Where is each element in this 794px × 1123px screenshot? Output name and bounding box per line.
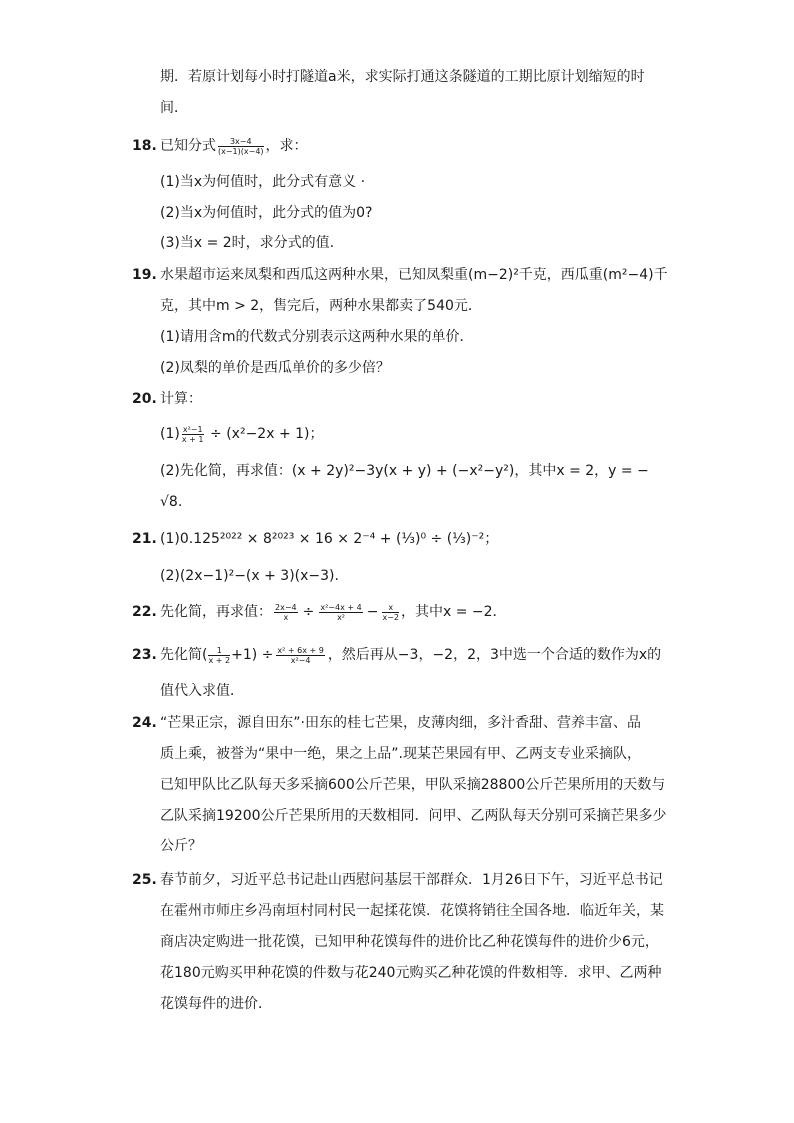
q21-number: 21. xyxy=(132,531,157,547)
q23-f2-num: x² + 6x + 9 xyxy=(277,645,324,655)
q22-f3-num: x xyxy=(382,603,399,613)
q18-frac-num: 3x−4 xyxy=(218,137,264,147)
q22-op-1: ÷ xyxy=(302,604,315,620)
q18-part-2: (2)当x为何值时，此分式的值为0? xyxy=(160,205,373,221)
q18-number: 18. xyxy=(132,138,157,154)
q20-part-1-rest: ÷ (x²−2x + 1)； xyxy=(210,426,324,442)
q18-stem-suffix: ，求： xyxy=(265,138,308,154)
q18-stem-prefix: 已知分式 xyxy=(160,138,216,154)
q25-line-2: 在霍州市师庄乡冯南垣村同村民一起揉花馍．花馍将销往全国各地．临近年关，某 xyxy=(160,903,664,919)
q22-stem-prefix: 先化简，再求值： xyxy=(160,604,272,620)
q19-line-1: 水果超市运来凤梨和西瓜这两种水果，已知凤梨重(m−2)²千克，西瓜重(m²−4)千 xyxy=(160,267,668,283)
q25-number: 25. xyxy=(132,872,157,888)
q23-fraction-2 xyxy=(276,646,324,665)
q22-f2-num: x²−4x + 4 xyxy=(320,602,362,612)
q19-part-1: (1)请用含m的代数式分别表示这两种水果的单价． xyxy=(160,329,474,345)
q22-number: 22. xyxy=(132,604,157,620)
q23-f1-den: x + 2 xyxy=(208,655,231,665)
q20-part-2-line-2: √8. xyxy=(160,494,183,510)
q22-fraction-2 xyxy=(319,603,362,622)
q22-stem xyxy=(160,602,507,622)
q21-part-1: (1)0.125²⁰²² × 8²⁰²³ × 16 × 2⁻⁴ + (⅓)⁰ ÷ (⅓)⁻²； xyxy=(160,531,499,547)
q18-part-3: (3)当x = 2时，求分式的值. xyxy=(160,235,335,251)
q24-line-2: 质上乘，被誉为“果中一绝，果之上品”.现某芒果园有甲、乙两支专业采摘队， xyxy=(160,746,641,762)
q22-fraction-1 xyxy=(274,603,298,622)
q22-op-2: − xyxy=(366,604,379,620)
q18-part-1: (1)当x为何值时，此分式有意义 · xyxy=(160,174,366,190)
q17-line-2: 间． xyxy=(160,100,188,116)
q24-line-1: “芒果正宗，源自田东”·田东的桂七芒果，皮薄肉细，多汁香甜、营养丰富、品 xyxy=(160,715,641,731)
q22-f2-den: x² xyxy=(337,612,346,622)
q23-fraction-1 xyxy=(208,646,230,665)
q23-suffix: ，然后再从−3，−2，2，3中选一个合适的数作为x的 xyxy=(327,647,662,663)
q20-frac-num: x²−1 xyxy=(182,424,203,434)
q18-stem xyxy=(160,136,308,156)
q20-part-1 xyxy=(160,424,324,444)
q23-prefix: 先化简( xyxy=(160,647,208,663)
q25-line-5: 花馍每件的进价． xyxy=(160,996,272,1012)
q20-part-1-fraction xyxy=(182,425,204,444)
q22-stem-suffix: ，其中x = −2． xyxy=(400,604,507,620)
q22-f1-den: x xyxy=(283,612,289,622)
q25-line-4: 花180元购买甲种花馍的件数与花240元购买乙种花馍的件数相等．求甲、乙两种 xyxy=(160,965,662,981)
q20-number: 20. xyxy=(132,391,157,407)
q23-number: 23. xyxy=(132,647,157,663)
q25-line-1: 春节前夕，习近平总书记赴山西慰问基层干部群众．1月26日下午，习近平总书记 xyxy=(160,872,663,888)
q20-part-2-line-1: (2)先化简，再求值：(x + 2y)²−3y(x + y) + (−x²−y²)，其中x = 2，y = − xyxy=(160,463,649,479)
q18-fraction xyxy=(218,137,264,156)
q22-f1-num: 2x−4 xyxy=(275,602,297,612)
q19-line-2: 克，其中m > 2，售完后，两种水果都卖了540元． xyxy=(160,298,482,314)
q17-line-1: 期．若原计划每小时打隧道a米，求实际打通这条隧道的工期比原计划缩短的时 xyxy=(160,69,645,85)
q20-part-1-prefix: (1) xyxy=(160,426,180,442)
q24-line-4: 乙队采摘19200公斤芒果所用的天数相同．问甲、乙两队每天分别可采摘芒果多少 xyxy=(160,808,667,824)
q24-number: 24. xyxy=(132,715,157,731)
q24-line-3: 已知甲队比乙队每天多采摘600公斤芒果，甲队采摘28800公斤芒果所用的天数与 xyxy=(160,777,666,793)
q19-part-2: (2)凤梨的单价是西瓜单价的多少倍？ xyxy=(160,360,390,376)
q23-f1-num: 1 xyxy=(208,646,230,656)
q23-line-1 xyxy=(160,645,661,665)
q18-frac-den: (x−1)(x−4) xyxy=(218,146,264,156)
q25-line-3: 商店决定购进一批花馍，已知甲种花馍每件的进价比乙种花馍每件的进价少6元， xyxy=(160,934,659,950)
q20-stem: 计算： xyxy=(160,391,202,407)
q23-f2-den: x²−4 xyxy=(290,655,311,665)
q22-fraction-3 xyxy=(382,603,399,622)
q24-line-5: 公斤？ xyxy=(160,838,202,854)
q19-number: 19. xyxy=(132,267,157,283)
q20-frac-den: x + 1 xyxy=(181,434,204,444)
q23-line-2: 值代入求值． xyxy=(160,683,244,699)
q21-part-2: (2)(2x−1)²−(x + 3)(x−3). xyxy=(160,568,339,584)
q23-mid: +1) ÷ xyxy=(231,647,274,663)
q22-f3-den: x−2 xyxy=(382,612,399,622)
